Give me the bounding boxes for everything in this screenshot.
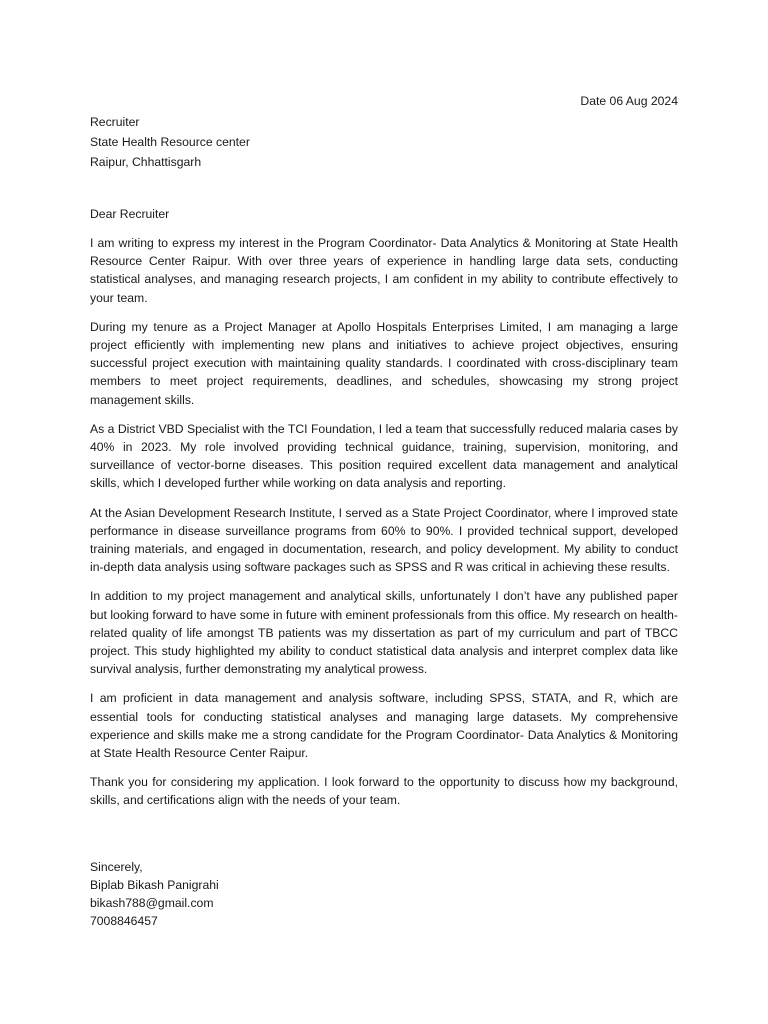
letter-date: Date 06 Aug 2024 (580, 94, 678, 108)
letter-body (90, 234, 678, 821)
closing-block (90, 858, 219, 930)
paragraph-research: In addition to my project management and analytical skills, unfortunately I don’t have any published paper but looking forward to have some in future with eminent professionals from this office. My research on health-related quality of life amongst TB patients was my dissertation as part of my curriculum and part of TBCC project. This study highlighted my ability to conduct statistical data analysis and interpret complex data like survival analysis, further demonstrating my analytical prowess. (90, 589, 678, 677)
recipient-title: Recruiter (90, 115, 140, 129)
paragraph-tci: As a District VBD Specialist with the TCI Foundation, I led a team that successfully reduced malaria cases by 40% in 2023. My role involved providing technical guidance, training, supervision, monitoring, and surveillance of vector-borne diseases. This position required excellent data management and analytical skills, which I developed further while working on data analysis and reporting. (90, 421, 678, 491)
paragraph-interest: I am writing to express my interest in the Program Coordinator- Data Analytics & Monitoring at State Health Resource Center Raipur. With over three years of experience in handling large data sets, conducting statistical analyses, and managing research projects, I am confident in my ability to contribute effectively to your team. (90, 236, 678, 305)
paragraph-apollo: During my tenure as a Project Manager at Apollo Hospitals Enterprises Limited, I am managing a large project efficiently with implementing new plans and initiatives to achieve project objectives, ensuring successful project execution with maintaining quality standards. I coordinated with cross-disciplinary team members to meet project requirements, deadlines, and schedules, showcasing my strong project management skills. (90, 319, 678, 407)
paragraph-thanks: Thank you for considering my application. I look forward to the opportunity to discuss how my background, skills, and certifications align with the needs of your team. (90, 775, 678, 808)
recipient-organization: State Health Resource center (90, 135, 250, 149)
signoff: Sincerely, (90, 860, 143, 874)
paragraph-software: I am proficient in data management and analysis software, including SPSS, STATA, and R, which are essential tools for conducting statistical analyses and managing large datasets. My comprehensive experience and skills make me a strong candidate for the Program Coordinator- Data Analytics & Monitoring at State Health Resource Center Raipur. (90, 691, 678, 761)
recipient-location: Raipur, Chhattisgarh (90, 155, 202, 169)
paragraph-adri: At the Asian Development Research Institute, I served as a State Project Coordinator, where I improved state performance in disease surveillance programs from 60% to 90%. I provided technical support, developed training materials, and engaged in documentation, research, and policy development. My ability to conduct in-depth data analysis using software packages such as SPSS and R was critical in achieving these results. (90, 505, 679, 575)
recipient-block (90, 112, 250, 172)
sender-phone: 7008846457 (90, 914, 158, 928)
sender-name: Biplab Bikash Panigrahi (90, 878, 219, 892)
sender-email: bikash788@gmail.com (90, 896, 214, 910)
salutation: Dear Recruiter (90, 207, 170, 221)
